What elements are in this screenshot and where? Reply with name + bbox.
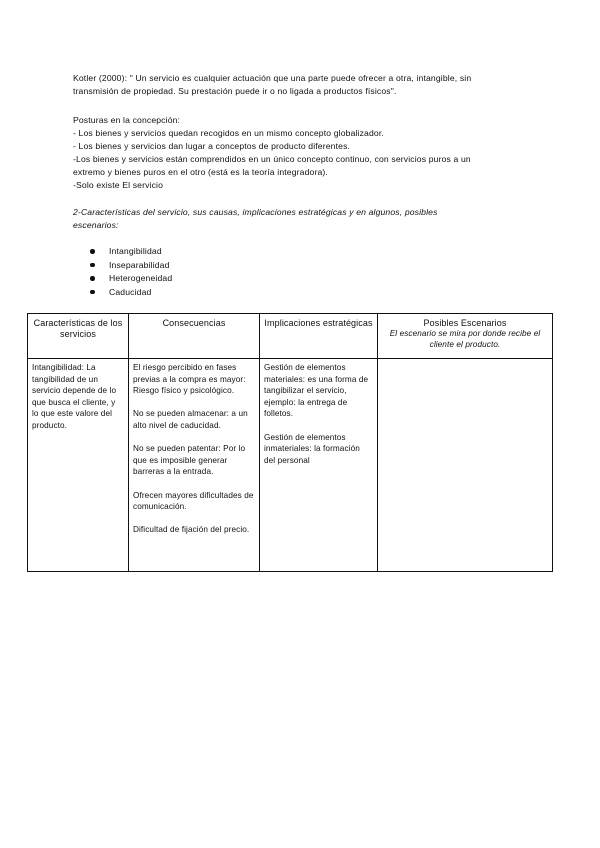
list-item bbox=[90, 272, 172, 286]
bullet-icon bbox=[90, 263, 95, 268]
list-item bbox=[90, 286, 172, 300]
list-item-label: Inseparabilidad bbox=[109, 259, 170, 270]
implication-item: Gestión de elementos inmateriales: la formación del personal bbox=[264, 432, 360, 465]
cell-consequences bbox=[129, 359, 260, 572]
bullet-icon bbox=[90, 290, 95, 295]
kotler-definition bbox=[73, 72, 533, 98]
list-item bbox=[90, 245, 172, 259]
implication-item: Gestión de elementos materiales: es una forma de tangibilizar el servicio, ejemplo: la entrega de folletos. bbox=[264, 363, 369, 419]
section-heading bbox=[73, 206, 533, 232]
posturas-line: -Los bienes y servicios están comprendidos en un único concepto continuo, con servicios puros a un bbox=[73, 154, 471, 164]
cell-scenarios bbox=[378, 359, 553, 572]
header-scenarios-title: Posibles Escenarios bbox=[423, 318, 507, 328]
characteristics-table bbox=[27, 313, 553, 572]
section-heading-line: 2-Características del servicio, sus causas, implicaciones estratégicas y en algunos, posibles bbox=[73, 207, 438, 217]
consequence-item: No se pueden patentar: Por lo que es imposible generar barreras a la entrada. bbox=[133, 444, 246, 477]
header-scenarios bbox=[378, 314, 553, 359]
consequence-item: No se pueden almacenar: a un alto nivel de caducidad. bbox=[133, 409, 248, 430]
posturas-line: - Los bienes y servicios dan lugar a conceptos de producto diferentes. bbox=[73, 141, 351, 151]
list-item-label: Heterogeneidad bbox=[109, 273, 173, 284]
list-item-label: Caducidad bbox=[109, 286, 152, 297]
posturas-title: Posturas en la concepción: bbox=[73, 115, 181, 125]
kotler-line: Kotler (2000): " Un servicio es cualquier actuación que una parte puede ofrecer a otra, intangible, sin bbox=[73, 73, 472, 83]
posturas-section bbox=[73, 114, 533, 192]
kotler-line: transmisión de propiedad. Su prestación puede ir o no ligada a productos físicos". bbox=[73, 86, 397, 96]
cell-characteristic: Intangibilidad: La tangibilidad de un servicio depende de lo que busca el cliente, y lo que este valore del producto. bbox=[28, 359, 129, 572]
posturas-line: -Solo existe El servicio bbox=[73, 180, 164, 190]
posturas-line: extremo y bienes puros en el otro (está es la teoría integradora). bbox=[73, 167, 328, 177]
characteristics-list bbox=[90, 245, 172, 299]
list-item-label: Intangibilidad bbox=[109, 246, 162, 256]
cell-implications bbox=[260, 359, 378, 572]
bullet-icon bbox=[90, 249, 95, 254]
posturas-line: - Los bienes y servicios quedan recogidos en un mismo concepto globalizador. bbox=[73, 128, 384, 138]
table-row bbox=[28, 359, 553, 572]
header-scenarios-note: El escenario se mira por donde recibe el cliente el producto. bbox=[389, 329, 541, 349]
bullet-icon bbox=[90, 276, 95, 281]
header-characteristics: Características de los servicios bbox=[28, 314, 129, 359]
header-consequences: Consecuencias bbox=[129, 314, 260, 359]
consequence-item: El riesgo percibido en fases previas a la compra es mayor: Riesgo físico y psicológico. bbox=[133, 363, 246, 396]
section-heading-line: escenarios: bbox=[73, 220, 119, 230]
consequence-item: Dificultad de fijación del precio. bbox=[133, 525, 250, 535]
header-implications: Implicaciones estratégicas bbox=[260, 314, 378, 359]
list-item bbox=[90, 259, 172, 273]
table-header-row bbox=[28, 314, 553, 359]
consequence-item: Ofrecen mayores dificultades de comunicación. bbox=[133, 490, 254, 512]
